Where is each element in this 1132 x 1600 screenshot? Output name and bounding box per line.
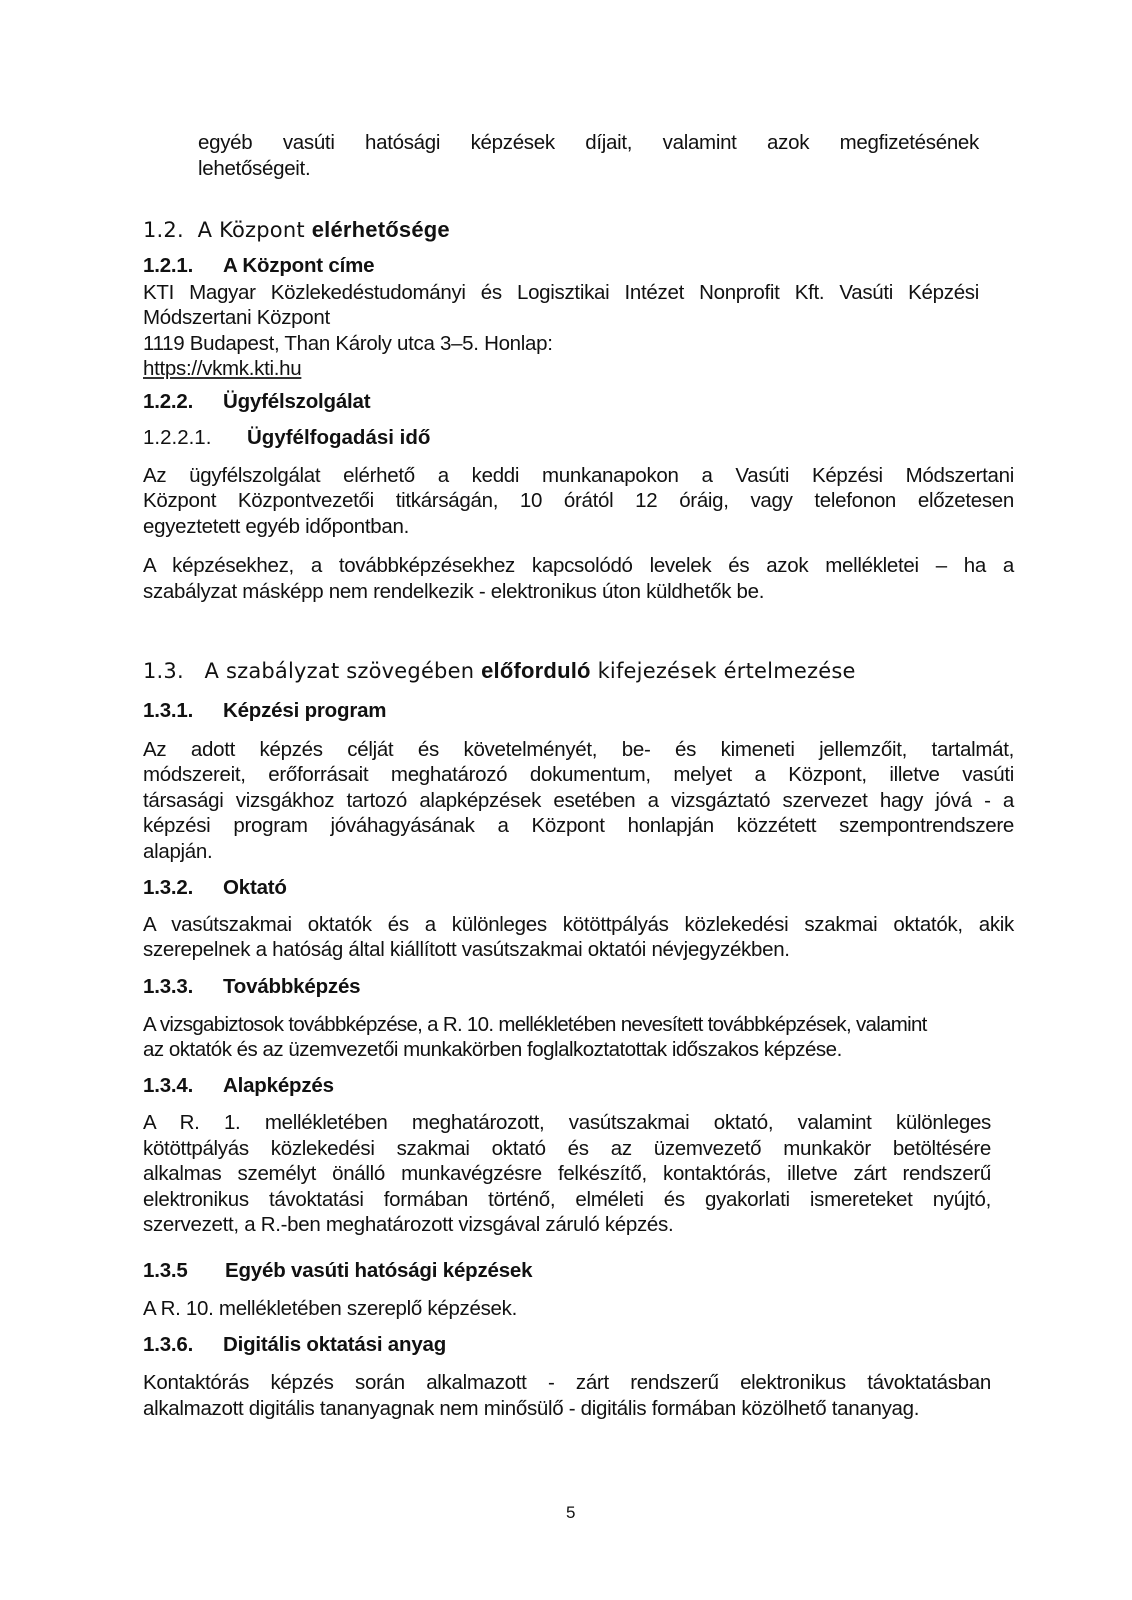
paragraph-line: alkalmazott digitális tananyagnak nem minősülő - digitális formában közölhető tananyag. <box>143 1397 920 1420</box>
paragraph-line: szabályzat másképp nem rendelkezik - elektronikus úton küldhetők be. <box>143 580 765 603</box>
section-1-2-1-heading <box>143 254 374 278</box>
paragraph-line: Kontaktórás képzés során alkalmazott - zárt rendszerű elektronikus távoktatásban <box>143 1371 991 1394</box>
section-number: 1.3.5 <box>143 1259 188 1282</box>
section-title-bold: elérhetősége <box>311 217 450 242</box>
section-1-3-5-heading <box>143 1259 532 1283</box>
section-title: Egyéb vasúti hatósági képzések <box>225 1259 533 1282</box>
paragraph-line: elektronikus távoktatási formában történő, elméleti és gyakorlati ismereteket nyújtó, <box>143 1188 991 1211</box>
section-title: Ügyfélszolgálat <box>223 390 371 413</box>
paragraph-line: társasági vizsgákhoz tartozó alapképzések esetében a vizsgáztató szervezet hagy jóvá - a <box>143 789 1014 812</box>
section-title-bold: előforduló <box>481 658 591 683</box>
paragraph-line: A vizsgabiztosok továbbképzése, a R. 10. mellékletében nevesített továbbképzések, valamint <box>143 1013 927 1036</box>
intro-line-1: egyéb vasúti hatósági képzések díjait, valamint azok megfizetésének <box>198 131 979 154</box>
section-title-b: kifejezések értelmezése <box>597 659 856 683</box>
section-1-3-2-heading <box>143 876 287 900</box>
section-title: Továbbképzés <box>223 975 361 998</box>
section-number: 1.3.4. <box>143 1074 194 1097</box>
section-1-3-1-heading <box>143 699 386 723</box>
section-title: Ügyfélfogadási idő <box>247 426 431 449</box>
section-number: 1.2.1. <box>143 254 194 277</box>
paragraph-line: alkalmas személyt önálló munkavégzésre felkészítő, kontaktórás, illetve zárt rendszerű <box>143 1162 991 1185</box>
paragraph-line: az oktatók és az üzemvezetői munkakörben foglalkoztatottak időszakos képzése. <box>143 1038 842 1061</box>
section-1-2-2-1-heading <box>143 426 430 450</box>
section-title-regular: A Központ <box>197 218 305 242</box>
paragraph-line: kötöttpályás közlekedési szakmai oktató és az üzemvezető munkakör betöltésére <box>143 1137 991 1160</box>
paragraph-line: A R. 10. mellékletében szereplő képzések. <box>143 1297 517 1320</box>
section-title: A Központ címe <box>223 254 375 277</box>
paragraph-line: képzési program jóváhagyásának a Központ honlapján közzétett szempontrendszere <box>143 814 1014 837</box>
section-number: 1.2.2.1. <box>143 426 212 449</box>
section-1-3-6-heading <box>143 1333 446 1357</box>
intro-line-2: lehetőségeit. <box>198 157 311 180</box>
section-1-3-4-heading <box>143 1074 334 1098</box>
section-title: Képzési program <box>223 699 387 722</box>
paragraph-line: A vasútszakmai oktatók és a különleges kötöttpályás közlekedési szakmai oktatók, akik <box>143 913 1014 936</box>
section-title: Oktató <box>223 876 287 899</box>
section-title-a: A szabályzat szövegében <box>204 659 475 683</box>
section-title: Alapképzés <box>223 1074 334 1097</box>
page-number: 5 <box>566 1503 576 1522</box>
address-line-2: Módszertani Központ <box>143 306 330 329</box>
section-number: 1.3. <box>143 659 184 683</box>
section-number: 1.2.2. <box>143 390 194 413</box>
address-line-3: 1119 Budapest, Than Károly utca 3–5. Honlap: <box>143 332 553 355</box>
section-number: 1.3.3. <box>143 975 194 998</box>
paragraph-line: szervezett, a R.-ben meghatározott vizsgával záruló képzés. <box>143 1213 674 1236</box>
section-number: 1.3.6. <box>143 1333 194 1356</box>
section-1-3-heading <box>143 658 856 684</box>
paragraph-line: alapján. <box>143 840 213 863</box>
paragraph-line: szerepelnek a hatóság által kiállított vasútszakmai oktatói névjegyzékben. <box>143 938 790 961</box>
paragraph-line: egyeztetett egyéb időpontban. <box>143 515 409 538</box>
paragraph-line: Központ Központvezetői titkárságán, 10 órától 12 óráig, vagy telefonon előzetesen <box>143 489 1014 512</box>
paragraph-line: Az adott képzés célját és követelményét, be- és kimeneti jellemzőit, tartalmát, <box>143 738 1014 761</box>
address-line-1: KTI Magyar Közlekedéstudományi és Logisztikai Intézet Nonprofit Kft. Vasúti Képzési <box>143 281 979 304</box>
paragraph-line: A R. 1. mellékletében meghatározott, vasútszakmai oktató, valamint különleges <box>143 1111 991 1134</box>
section-number: 1.3.1. <box>143 699 194 722</box>
paragraph-line: A képzésekhez, a továbbképzésekhez kapcsolódó levelek és azok mellékletei – ha a <box>143 554 1014 577</box>
paragraph-line: Az ügyfélszolgálat elérhető a keddi munkanapokon a Vasúti Képzési Módszertani <box>143 464 1014 487</box>
section-number: 1.2. <box>143 218 184 242</box>
section-1-2-2-heading <box>143 390 370 414</box>
section-1-2-heading <box>143 217 450 243</box>
homepage-link[interactable]: https://vkmk.kti.hu <box>143 357 302 380</box>
section-title: Digitális oktatási anyag <box>223 1333 447 1356</box>
section-number: 1.3.2. <box>143 876 194 899</box>
paragraph-line: módszereit, erőforrásait meghatározó dokumentum, melyet a Központ, illetve vasúti <box>143 763 1014 786</box>
section-1-3-3-heading <box>143 975 360 999</box>
